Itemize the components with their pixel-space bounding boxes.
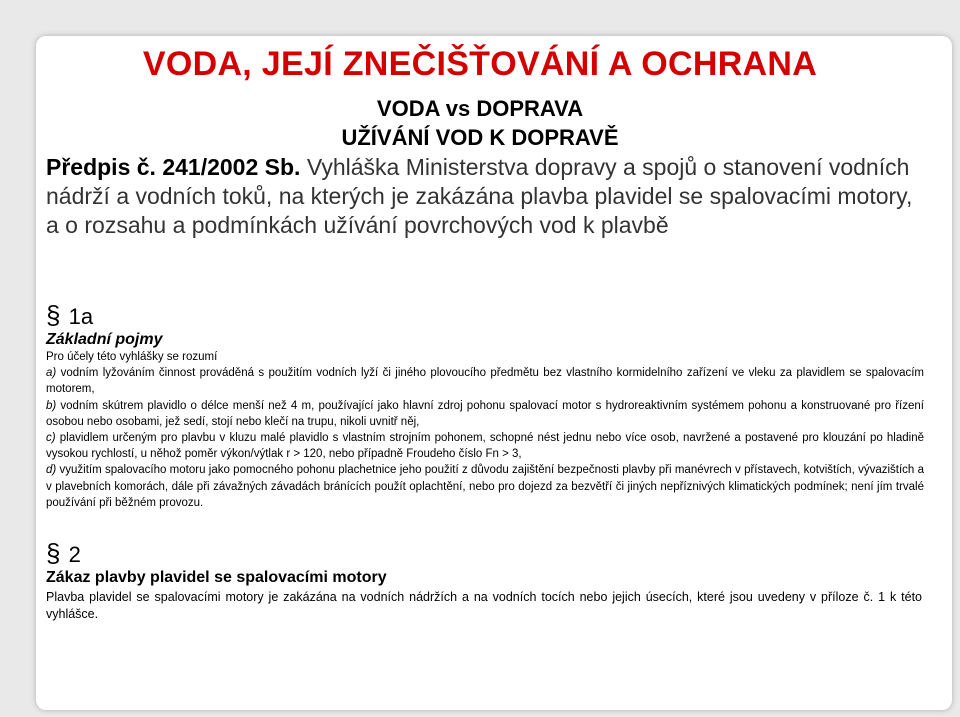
- item-text: vodním skútrem plavidlo o délce menší než 4 m, používající jako hlavní zdroj pohonu spalovací motor s hydroreaktivním systémem pohonu a konstruované pro řízení osobou nebo osobami, jež sedí, stojí nebo klečí na trupu, nikoli uvnitř něj,: [46, 399, 924, 428]
- section-1a-header: [46, 300, 926, 331]
- section-number: 2: [68, 542, 81, 567]
- definition-item-d: [46, 462, 924, 511]
- section-sign-icon: §: [46, 538, 61, 568]
- item-letter: d): [46, 464, 57, 477]
- item-text: využitím spalovacího motoru jako pomocného pohonu plachetnice jeho použití z důvodu zajištění bezpečnosti plavby při manévrech v přístavech, kotvištích, vývazištích a v plavebních komorách, dále při závažných závadách bránících použít oplachtění, nebo pro dojezd za bezvětří či jiných nepříznivých klimatických podmínek; není jím trvalé používání při běžném provozu.: [46, 464, 924, 509]
- subtitle-voda-vs-doprava: VODA vs DOPRAVA: [376, 96, 584, 121]
- section-2-text: Plavba plavidel se spalovacími motory je zakázána na vodních nádržích a na vodních tocích nebo jejich úsecích, které jsou uvedeny v příloze č. 1 k této vyhlášce.: [46, 590, 922, 621]
- definition-item-b: [46, 398, 924, 430]
- regulation-description: Vyhláška Ministerstva dopravy a spojů o stanovení vodních nádrží a vodních toků, na kterých je zakázána plavba plavidel se spalovacími motory, a o rozsahu a podmínkách užívání povrchových vod k plavbě: [46, 154, 913, 238]
- section-2-heading: Zákaz plavby plavidel se spalovacími motory: [46, 569, 387, 586]
- item-letter: c): [46, 432, 56, 445]
- definitions-list: [46, 349, 924, 511]
- section-1a-heading: Základní pojmy: [46, 331, 163, 348]
- item-letter: b): [46, 399, 57, 412]
- item-letter: a): [46, 367, 57, 380]
- section-2-header: [46, 538, 81, 569]
- section-number: 1a: [68, 304, 94, 329]
- page-title: VODA, JEJÍ ZNEČIŠŤOVÁNÍ A OCHRANA: [142, 45, 818, 83]
- intro-paragraph: [46, 153, 926, 240]
- regulation-reference: Předpis č. 241/2002 Sb.: [46, 154, 301, 180]
- item-text: vodním lyžováním činnost prováděná s použitím vodních lyží či jiného plovoucího předmětu bez vlastního kormidelního zařízení ve vleku za plavidlem se spalovacím motorem,: [46, 367, 924, 396]
- definition-item-a: [46, 365, 924, 397]
- definitions-lead: Pro účely této vyhlášky se rozumí: [46, 351, 218, 363]
- definition-item-c: [46, 430, 924, 462]
- subtitle-uzivani-vod: UŽÍVÁNÍ VOD K DOPRAVĚ: [341, 125, 619, 150]
- item-text: plavidlem určeným pro plavbu v kluzu malé plavidlo s vlastním strojním pohonem, schopné nést jednu nebo více osob, navržené a postavené pro klouzání po hladině vysokou rychlostí, u něhož poměr výkon/výtlak r > 120, nebo případně Froudeho číslo Fn > 3,: [46, 432, 924, 461]
- section-sign-icon: §: [46, 300, 61, 330]
